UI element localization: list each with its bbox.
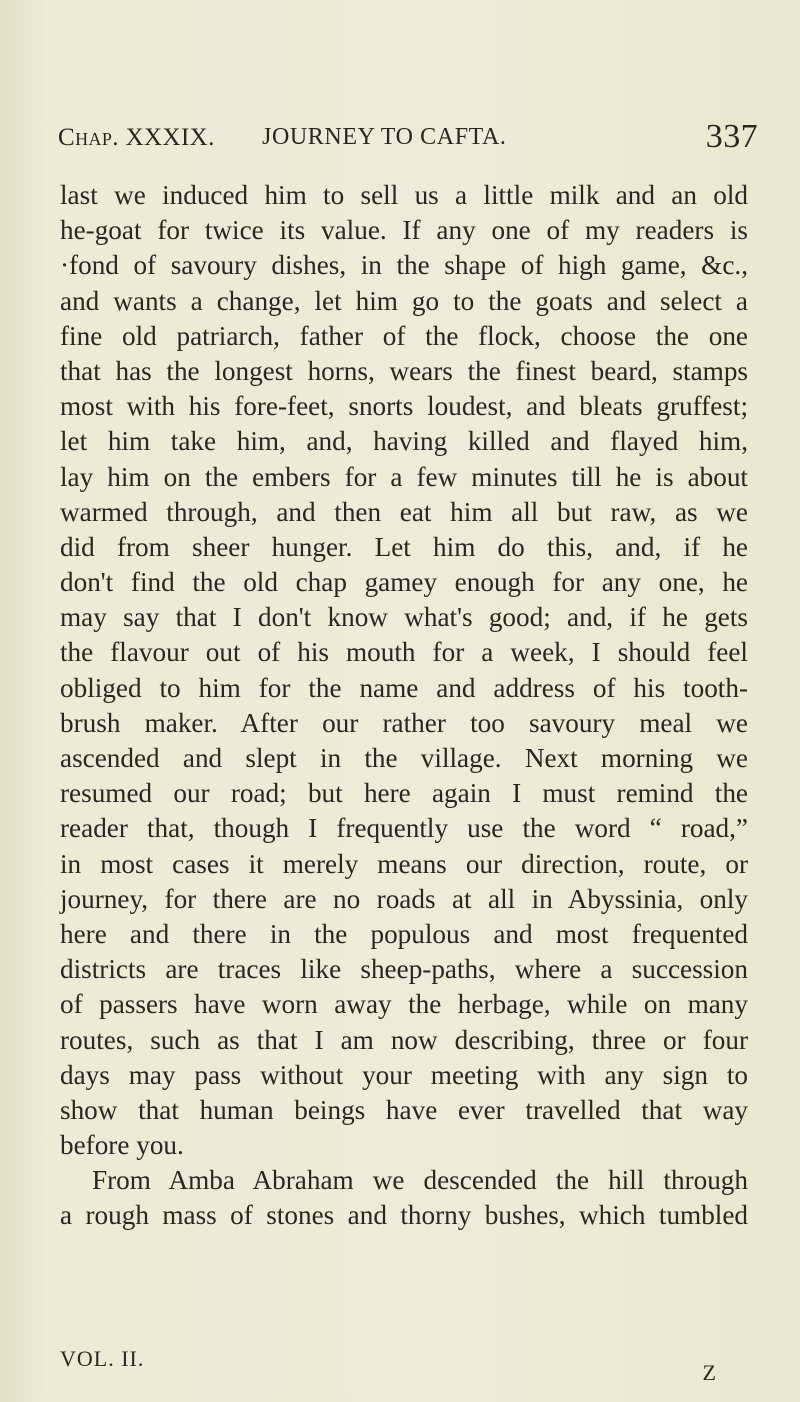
text-line: may say that I don't know what's good; and, if he gets [60,602,748,633]
text-line: reader that, though I frequently use the word “ road,” [60,813,748,844]
text-line: a rough mass of stones and thorny bushes, which tumbled [60,1200,748,1231]
running-title: JOURNEY TO CAFTA. [262,124,507,150]
text-line: ·fond of savoury dishes, in the shape of high game, &c., [60,250,748,281]
text-line: lay him on the embers for a few minutes till he is about [60,461,748,492]
text-line: obliged to him for the name and address of his tooth- [60,672,748,703]
text-line: journey, for there are no roads at all in Abyssinia, only [60,883,748,914]
text-line: and wants a change, let him go to the goats and select a [60,285,748,316]
text-line: of passers have worn away the herbage, while on many [60,989,748,1020]
text-line: here and there in the populous and most frequented [60,918,748,949]
text-line: before you. [60,1130,184,1161]
signature-mark: Z [702,1360,716,1385]
page-footer [60,1346,720,1386]
volume-label: VOL. II. [60,1346,145,1371]
text-line: resumed our road; but here again I must remind the [60,778,748,809]
text-line: brush maker. After our rather too savoury meal we [60,707,748,738]
text-line: let him take him, and, having killed and flayed him, [60,426,748,457]
text-line: show that human beings have ever travelled that way [60,1094,748,1125]
text-line: the flavour out of his mouth for a week, I should feel [60,637,748,668]
text-line: in most cases it merely means our direction, route, or [60,848,748,879]
text-line: From Amba Abraham we descended the hill through [92,1165,748,1196]
text-line: days may pass without your meeting with any sign to [60,1059,748,1090]
chapter-label: Chap. XXXIX. [58,124,215,151]
text-line: warmed through, and then eat him all but raw, as we [60,496,748,527]
text-line: don't find the old chap gamey enough for any one, he [60,567,748,598]
text-line: districts are traces like sheep-paths, where a succession [60,954,748,985]
running-header [58,118,758,158]
text-line: most with his fore-feet, snorts loudest, and bleats gruffest; [60,391,748,422]
text-line: did from sheer hunger. Let him do this, and, if he [60,531,748,562]
text-line: he-goat for twice its value. If any one of my readers is [60,215,748,246]
body-text [60,178,748,1234]
page-number: 337 [705,118,758,155]
text-line: fine old patriarch, father of the flock, choose the one [60,320,748,351]
text-line: that has the longest horns, wears the finest beard, stamps [60,355,748,386]
text-line: last we induced him to sell us a little milk and an old [60,180,748,210]
text-line: routes, such as that I am now describing, three or four [60,1024,748,1055]
text-line: ascended and slept in the village. Next morning we [60,743,748,773]
